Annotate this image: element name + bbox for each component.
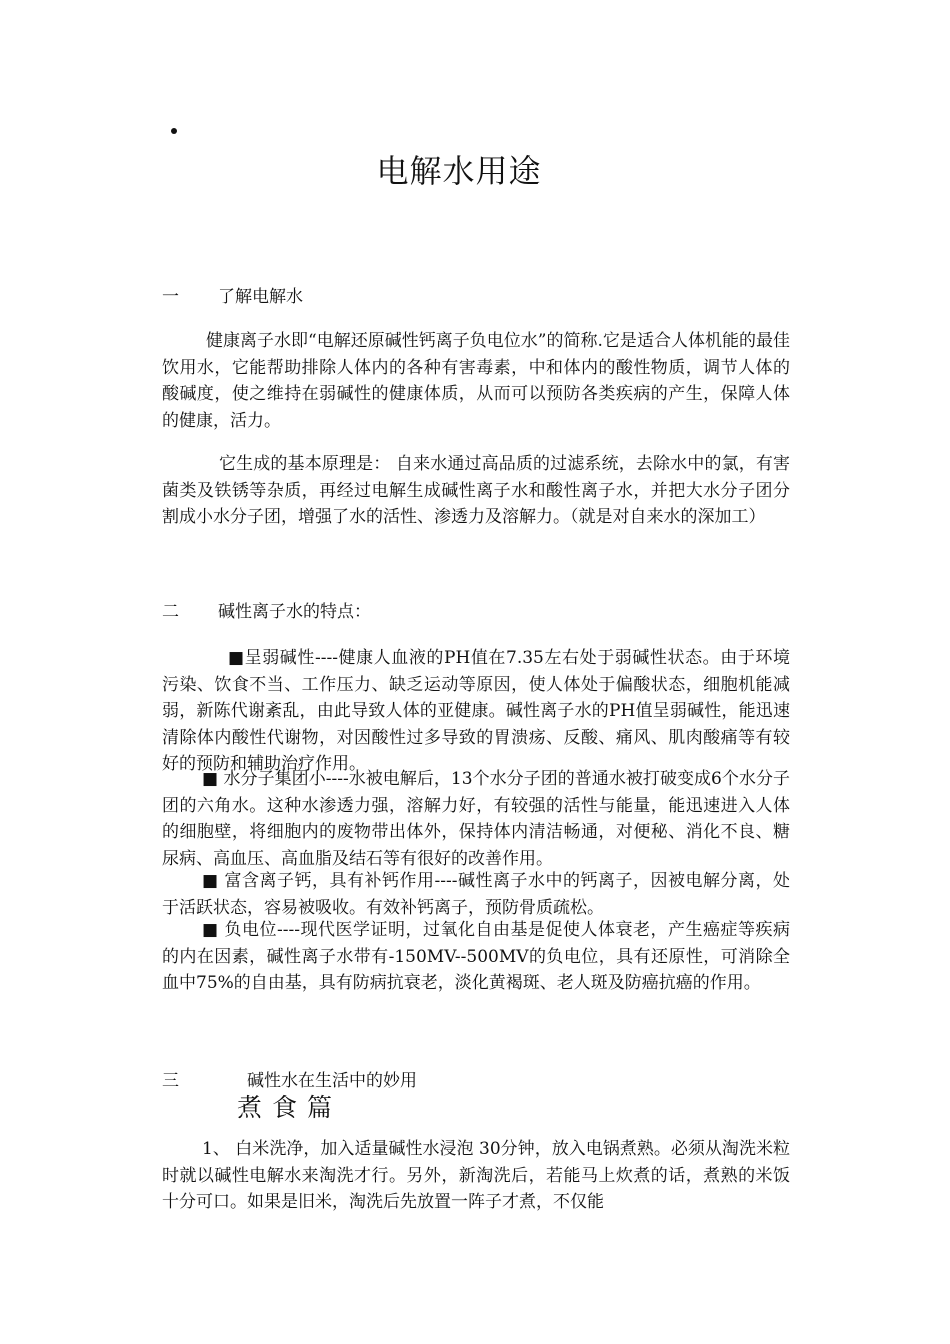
section-3-paragraph-1: 1、 白米洗净，加入适量碱性水浸泡 30分钟，放入电锅煮熟。必须从淘洗米粒时就以碱性电解水来淘洗才行。另外，新淘洗后，若能马上炊煮的话，煮熟的米饭十分可口。如果是旧米，淘洗后先放置一阵子才煮，不仅能 <box>162 1139 790 1212</box>
section-2-bullet-2: ■ 水分子集团小----水被电解后，13个水分子团的普通水被打破变成6个水分子团的六角水。这种水渗透力强，溶解力好，有较强的活性与能量，能迅速进入人体的细胞壁，将细胞内的废物带出体外，保持体内清洁畅通，对便秘、消化不良、糖尿病、高血压、高血脂及结石等有很好的改善作用。 <box>162 769 790 869</box>
section-1-label: 了解电解水 <box>218 287 303 307</box>
document-title: 电解水用途 <box>376 152 542 190</box>
section-1-paragraph-1: 健康离子水即“电解还原碱性钙离子负电位水”的简称.它是适合人体机能的最佳饮用水，它能帮助排除人体内的各种有害毒素，中和体内的酸性物质，调节人体的酸碱度，使之维持在弱碱性的健康体质，从而可以预防各类疾病的产生，保障人体的健康，活力。 <box>162 331 790 431</box>
section-1-number: 一 <box>162 287 179 307</box>
section-1-paragraph-2: 它生成的基本原理是： 自来水通过高品质的过滤系统，去除水中的氯，有害菌类及铁锈等杂质，再经过电解生成碱性离子水和酸性离子水，并把大水分子团分割成小水分子团，增强了水的活性、渗透力及溶解力。（就是对自来水的深加工） <box>162 454 790 527</box>
section-2-bullet-1: ■呈弱碱性----健康人血液的PH值在7.35左右处于弱碱性状态。由于环境污染、饮食不当、工作压力、缺乏运动等原因，使人体处于偏酸状态，细胞机能减弱，新陈代谢紊乱，由此导致人体的亚健康。碱性离子水的PH值呈弱碱性，能迅速清除体内酸性代谢物，对因酸性过多导致的胃溃疡、反酸、痛风、肌肉酸痛等有较好的预防和辅助治疗作用。 <box>162 648 790 774</box>
section-2-bullet-3: ■ 富含离子钙，具有补钙作用----碱性离子水中的钙离子，因被电解分离，处于活跃状态，容易被吸收。有效补钙离子，预防骨质疏松。 <box>162 871 790 918</box>
section-3-label: 碱性水在生活中的妙用 <box>247 1071 417 1091</box>
section-2-number: 二 <box>162 602 179 622</box>
section-1-heading <box>162 282 303 307</box>
section-2-bullet-4: ■ 负电位----现代医学证明，过氧化自由基是促使人体衰老，产生癌症等疾病的内在因素，碱性离子水带有-150MV--500MV的负电位，具有还原性，可消除全血中75%的自由基，具有防病抗衰老，淡化黄褐斑、老人斑及防癌抗癌的作用。 <box>162 920 790 993</box>
section-2-label: 碱性离子水的特点： <box>218 602 371 622</box>
section-3-number: 三 <box>162 1071 179 1091</box>
section-3-subheading: 煮食篇 <box>237 1093 343 1122</box>
bullet-dot-icon <box>171 128 177 134</box>
section-2-heading <box>162 597 371 622</box>
